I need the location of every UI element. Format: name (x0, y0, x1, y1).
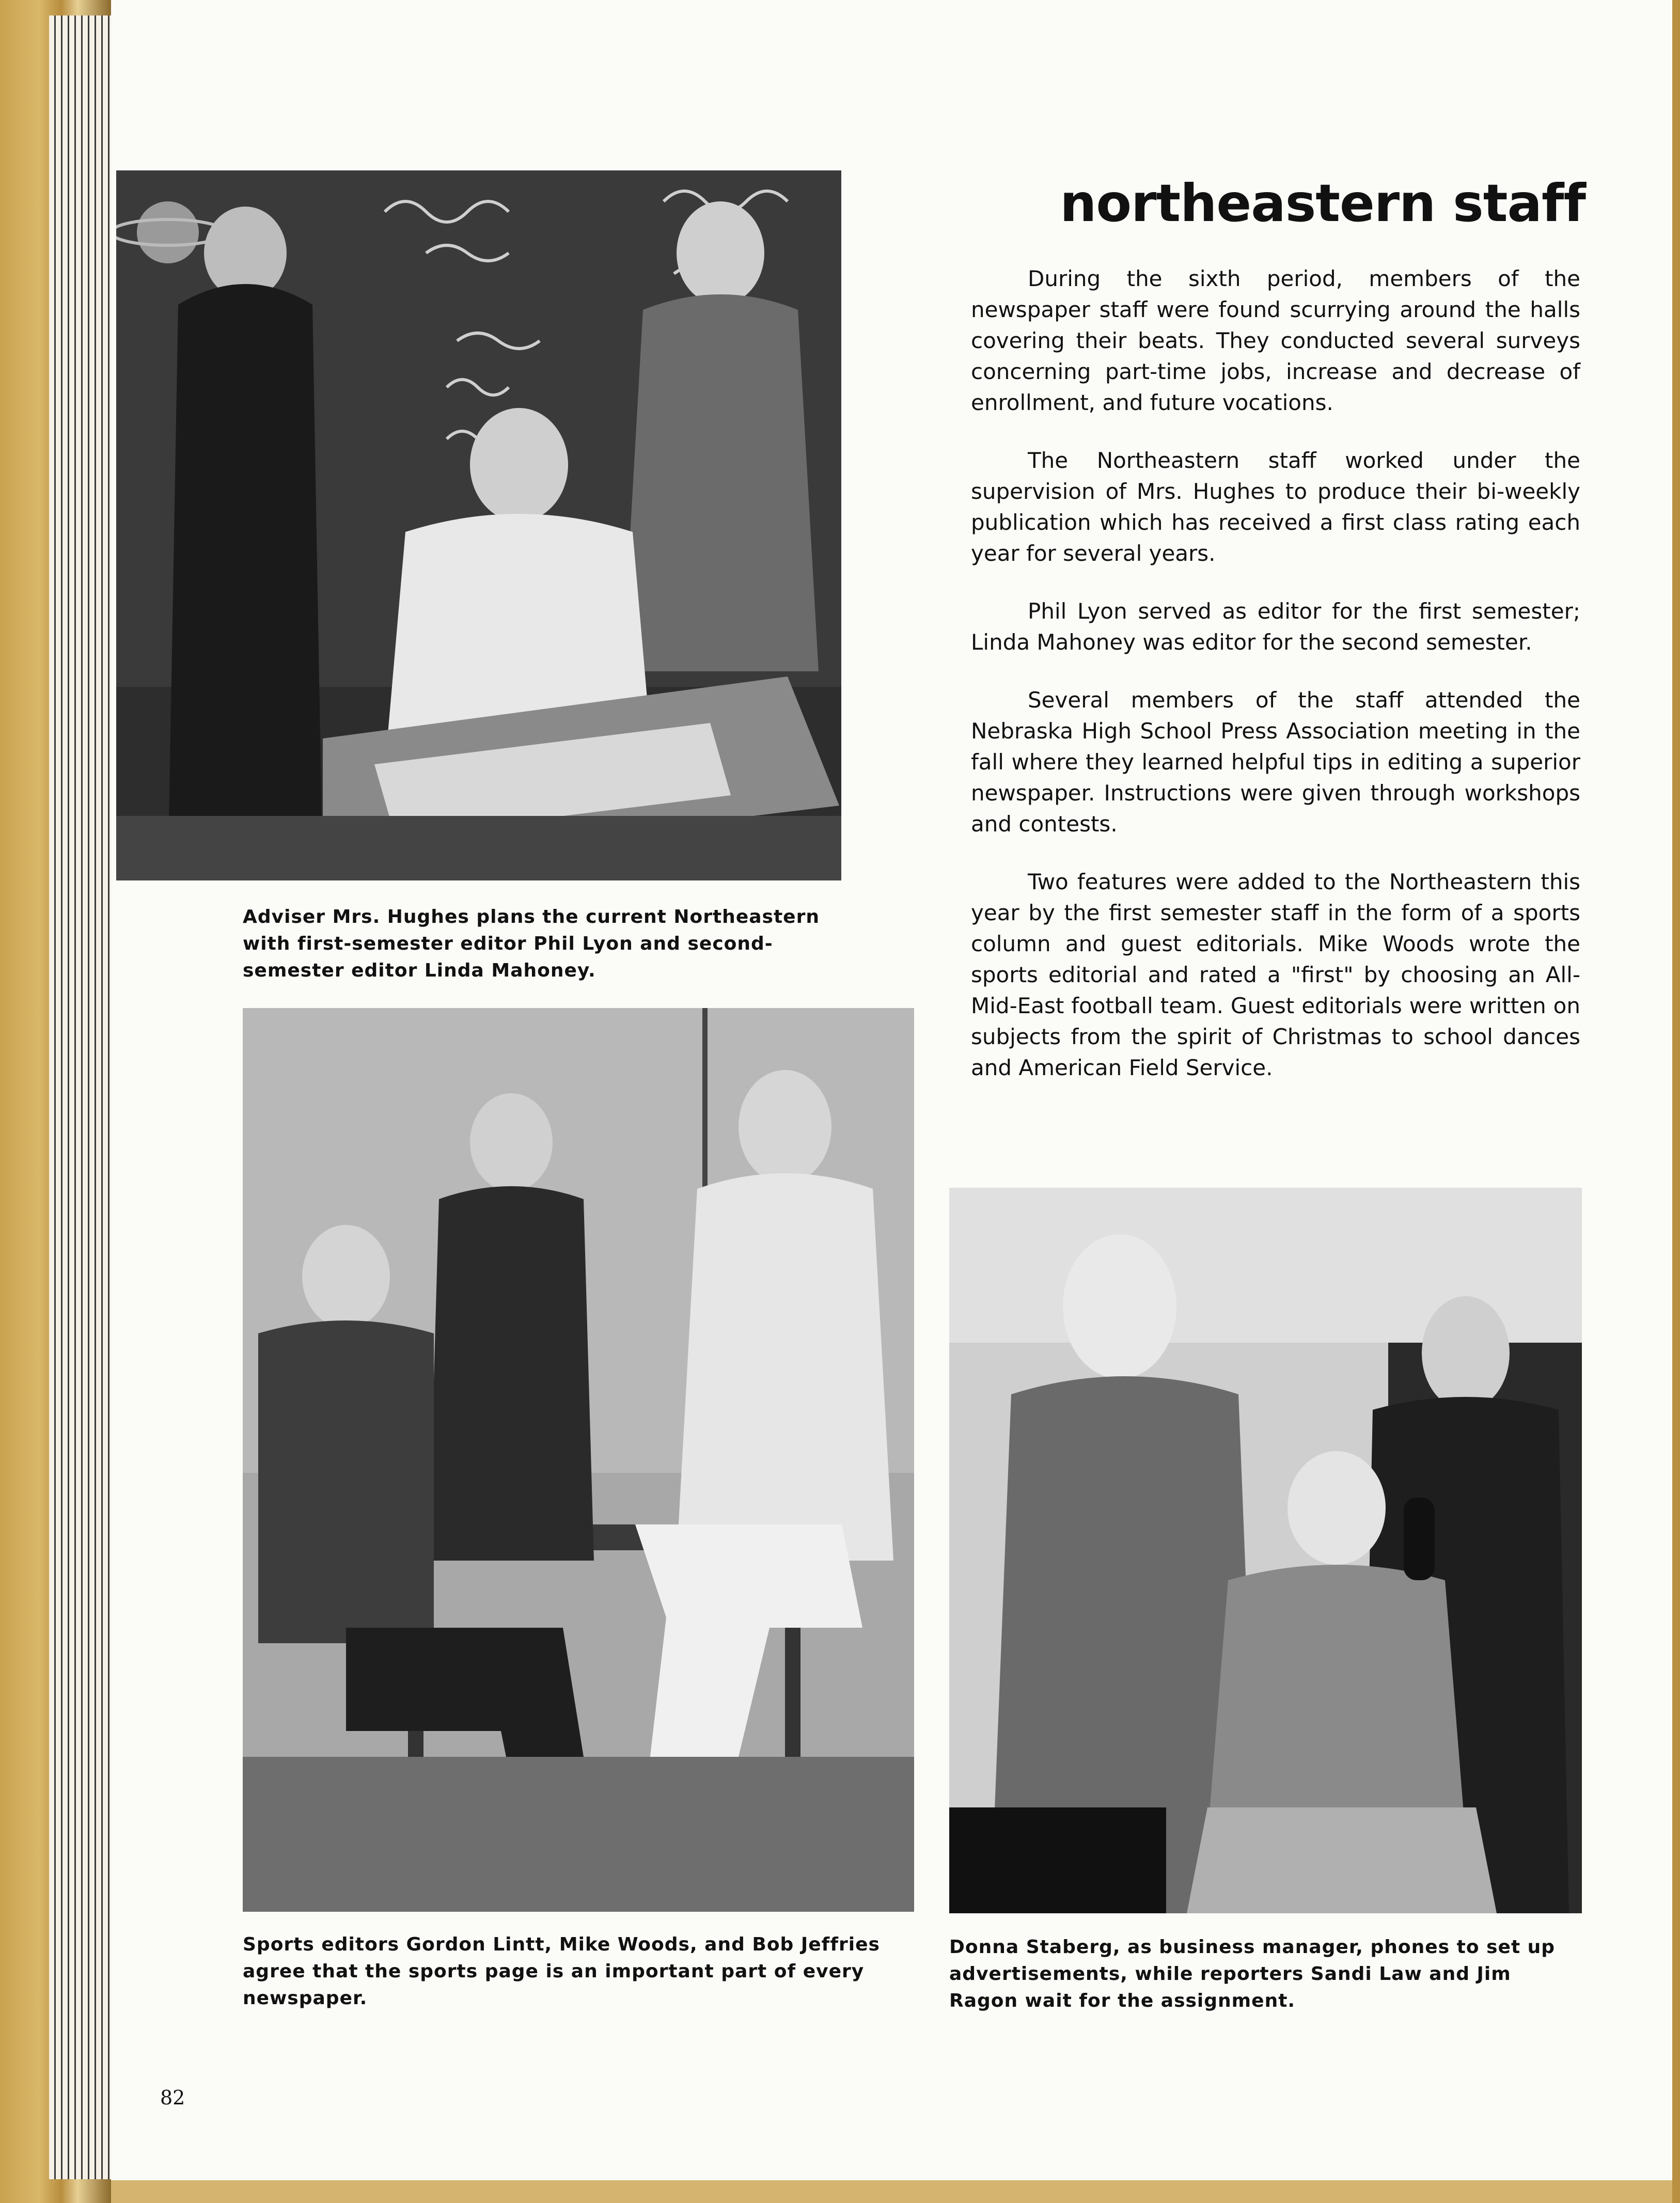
caption-business-manager-photo: Donna Staberg, as business manager, phones to set up advertisements, while reporters Sandi Law and Jim Ragon wait for the assignment. (949, 1937, 1556, 2011)
paragraph: The Northeastern staff worked under the supervision of Mrs. Hughes to produce their bi-weekly publication which has received a first class rating each year for several years. (971, 448, 1580, 566)
paragraph: During the sixth period, members of the newspaper staff were found scurrying around the halls covering their beats. They conducted several surveys concerning part-time jobs, increase and decrease of enrollment, and future vocations. (971, 266, 1580, 415)
page-right-edge (1672, 0, 1680, 2203)
article-body (971, 263, 1580, 1110)
photo-sports-editors (243, 1008, 914, 1912)
paragraph: Several members of the staff attended the Nebraska High School Press Association meeting in the fall where they learned helpful tips in editing a superior newspaper. Instructions were given through workshops and contests. (971, 687, 1580, 837)
photo-adviser-and-editors (116, 170, 841, 880)
page-title: northeastern staff (1060, 173, 1585, 233)
page-bottom-edge (111, 2180, 1680, 2203)
caption-adviser-photo: Adviser Mrs. Hughes plans the current Northeastern with first-semester editor Phil Lyon and second-semester editor Linda Mahoney. (243, 906, 820, 981)
page-number: 82 (160, 2086, 185, 2109)
photo-business-manager (949, 1188, 1582, 1913)
paragraph: Two features were added to the Northeastern this year by the first semester staff in the form of a sports column and guest editorials. Mike Woods wrote the sports editorial and rated a "first" by choosing an All-Mid-East football team. Guest editorials were written on subjects from the spirit of Christmas to school dances and American Field Service. (971, 869, 1580, 1080)
page-edges (49, 15, 114, 2179)
caption-sports-editors-photo: Sports editors Gordon Lintt, Mike Woods, and Bob Jeffries agree that the sports page is an important part of every newspaper. (243, 1934, 880, 2009)
paragraph: Phil Lyon served as editor for the first semester; Linda Mahoney was editor for the second semester. (971, 599, 1580, 655)
